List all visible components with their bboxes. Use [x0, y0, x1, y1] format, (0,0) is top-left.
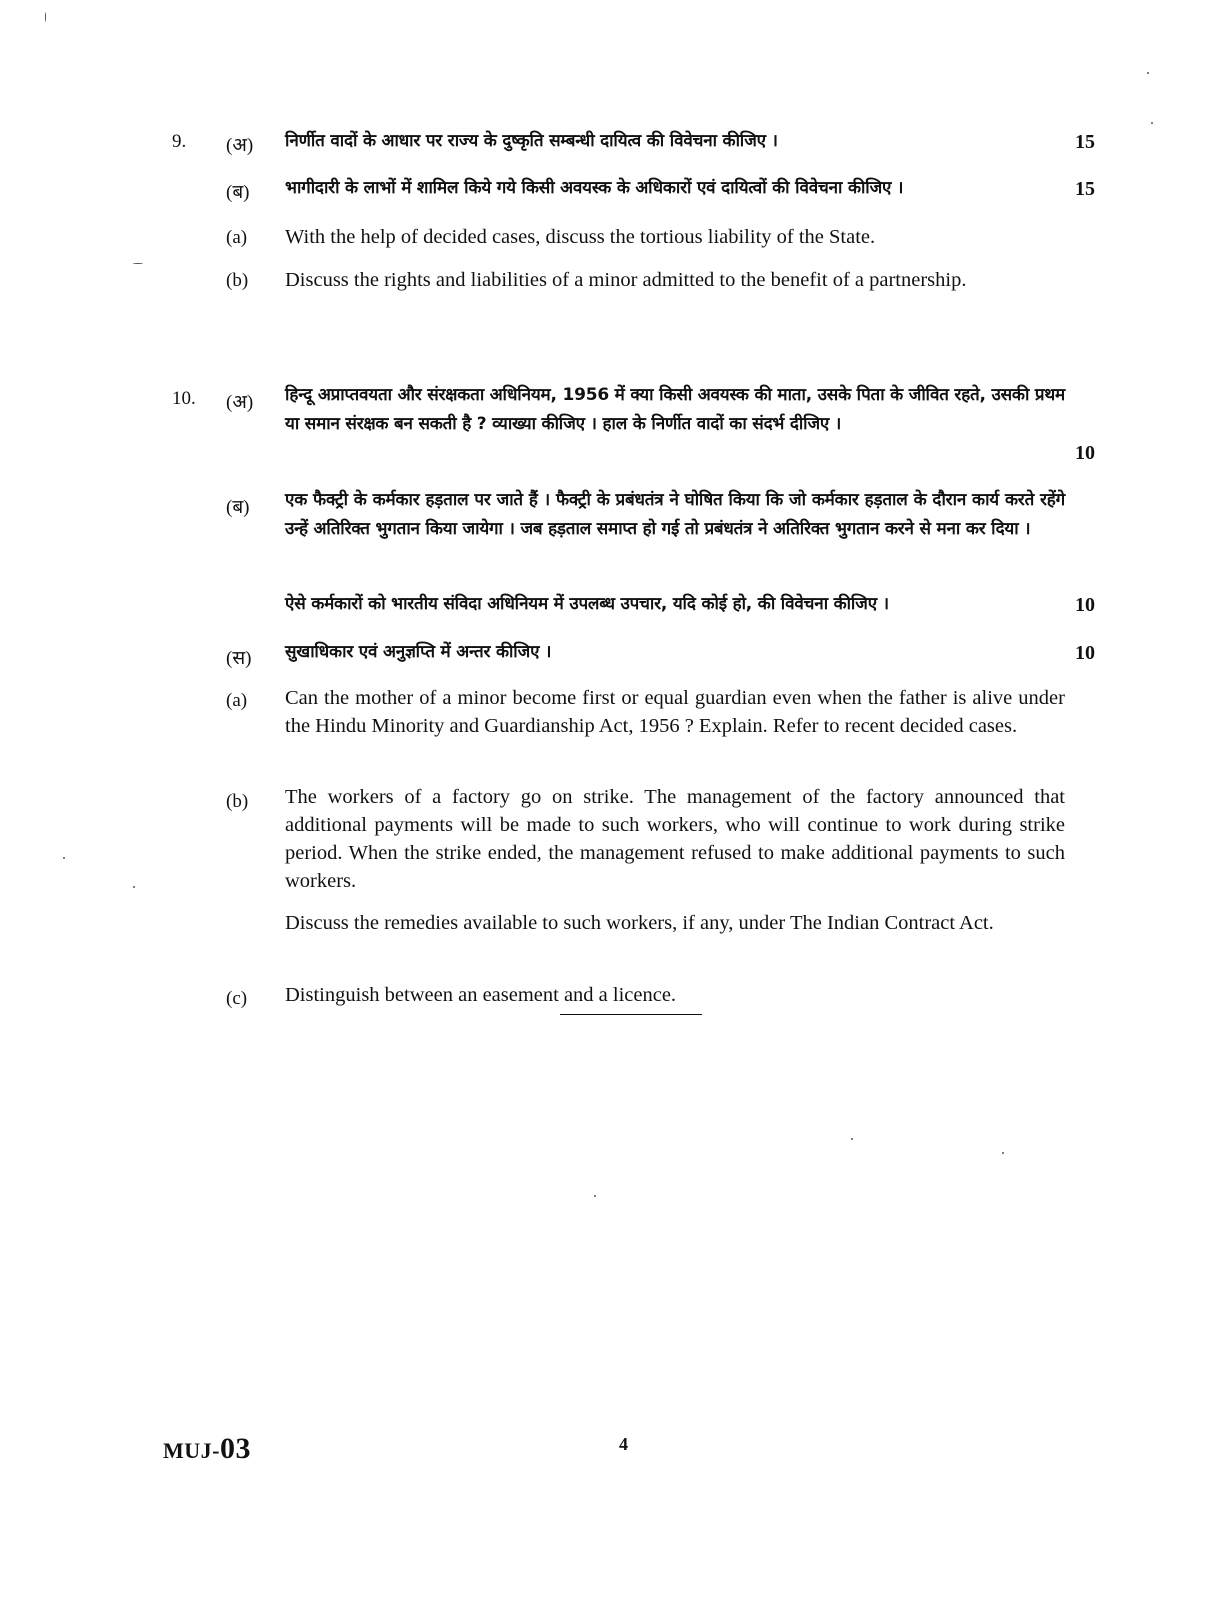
marks: 15 — [1075, 178, 1095, 200]
marks: 15 — [1075, 131, 1095, 153]
scan-speck — [1002, 1152, 1004, 1154]
question-number-9: 9. — [172, 131, 187, 152]
question-text-hindi: भागीदारी के लाभों में शामिल किये गये किसी अवयस्क के अधिकारों एवं दायित्वों की विवेचना कीजिए । — [285, 178, 904, 198]
question-text-hindi: सुखाधिकार एवं अनुज्ञप्ति में अन्तर कीजिए । — [285, 642, 552, 662]
page-number: 4 — [619, 1434, 628, 1454]
scan-speck — [1147, 72, 1149, 74]
scan-speck — [45, 12, 46, 22]
paper-code-number: 03 — [219, 1432, 251, 1465]
question-text-hindi: निर्णीत वादों के आधार पर राज्य के दुष्कृति सम्बन्धी दायित्व की विवेचना कीजिए । — [285, 131, 778, 151]
paper-code-prefix: MUJ- — [163, 1438, 220, 1463]
question-text-hindi: हिन्दू अप्राप्तवयता और संरक्षकता अधिनियम, 1956 में क्या किसी अवयस्क की माता, उसके पिता के जीवित रहते, उसकी प्रथम या समान संरक्षक बन सकती है ? व्याख्या कीजिए । हाल के निर्णीत वादों का संदर्भ दीजिए । — [285, 385, 1065, 434]
paper-code — [163, 1432, 251, 1466]
question-text-hindi-continuation: ऐसे कर्मकारों को भारतीय संविदा अधिनियम में उपलब्ध उपचार, यदि कोई हो, की विवेचना कीजिए । — [285, 594, 889, 614]
scan-speck — [594, 1195, 596, 1197]
scan-speck — [1151, 122, 1153, 124]
part-label: (स) — [226, 648, 252, 669]
part-label: (a) — [226, 690, 248, 711]
scan-speck — [851, 1138, 853, 1140]
part-label: (ब) — [226, 182, 250, 203]
end-rule-divider — [560, 1014, 702, 1015]
question-text-hindi: एक फैक्ट्री के कर्मकार हड़ताल पर जाते हैं । फैक्ट्री के प्रबंधतंत्र ने घोषित किया कि जो कर्मकार हड़ताल के दौरान कार्य करते रहेंगे उन्हें अतिरिक्त भुगतान किया जायेगा । जब हड़ताल समाप्त हो गई तो प्रबंधतंत्र ने अतिरिक्त भुगतान करने से मना कर दिया । — [285, 490, 1065, 539]
question-text-english: The workers of a factory go on strike. The management of the factory announced that additional payments will be made to such workers, who will continue to work during strike period. When the strike ended, the management refused to make additional payments to such workers. — [285, 786, 1065, 892]
marks: 10 — [1075, 642, 1095, 664]
question-number-10: 10. — [172, 388, 196, 409]
part-label: (c) — [226, 988, 248, 1009]
scan-speck — [133, 886, 135, 888]
marks: 10 — [1075, 442, 1095, 464]
part-label: (b) — [226, 270, 249, 291]
question-text-english-continuation: Discuss the remedies available to such workers, if any, under The Indian Contract Act. — [285, 912, 994, 934]
part-label: (ब) — [226, 497, 250, 518]
scan-speck — [63, 857, 65, 859]
part-label: (a) — [226, 227, 248, 248]
part-label: (अ) — [226, 135, 254, 156]
scan-speck — [133, 263, 143, 264]
question-text-english: Discuss the rights and liabilities of a minor admitted to the benefit of a partnership. — [285, 269, 967, 291]
part-label: (b) — [226, 791, 249, 812]
part-label: (अ) — [226, 392, 254, 413]
question-text-english: Distinguish between an easement and a licence. — [285, 984, 677, 1006]
question-text-english: With the help of decided cases, discuss the tortious liability of the State. — [285, 226, 876, 248]
question-text-english: Can the mother of a minor become first or equal guardian even when the father is alive under the Hindu Minority and Guardianship Act, 1956 ? Explain. Refer to recent decided cases. — [285, 687, 1065, 737]
marks: 10 — [1075, 594, 1095, 616]
